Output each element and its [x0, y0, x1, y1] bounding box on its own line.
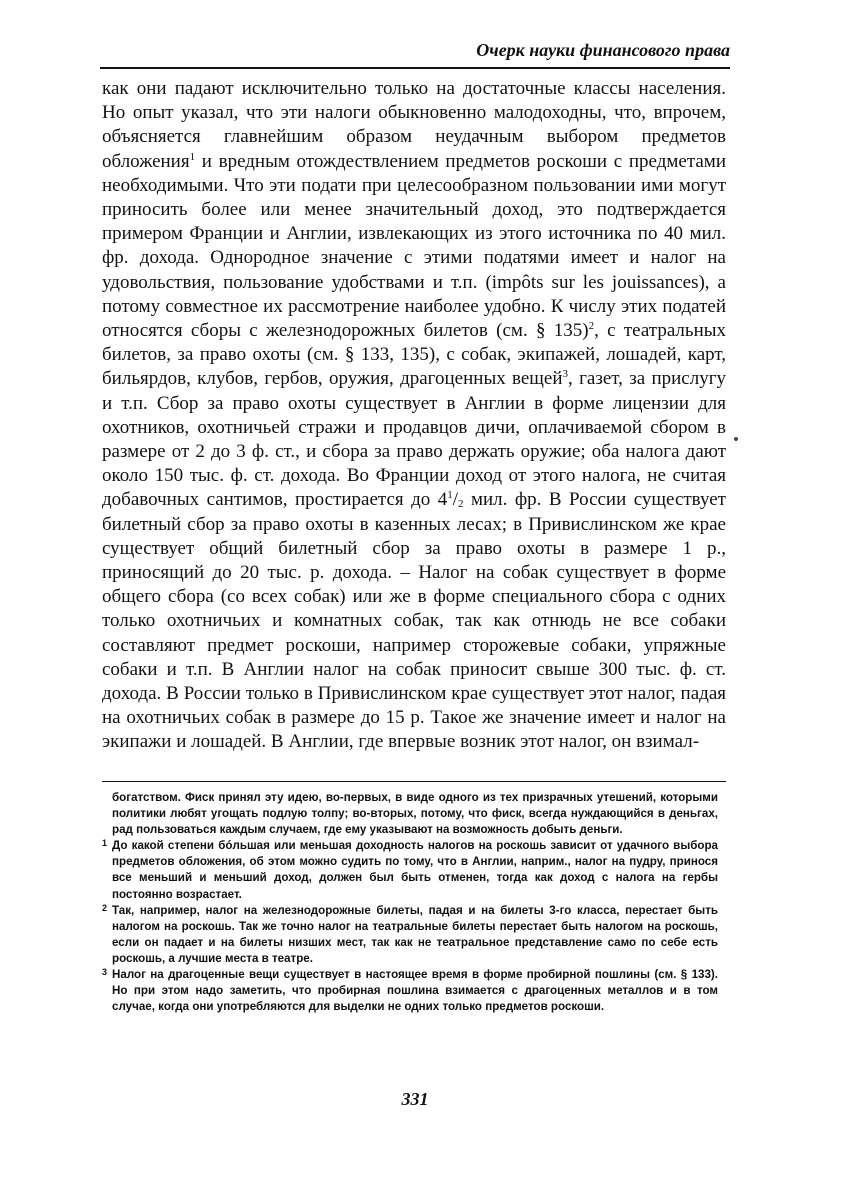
footnote-number: 1 — [102, 838, 108, 849]
body-text-3: , с театральных билетов, за право охоты (см. § 133, 135), с собак, экипажей, лошадей, карт, бильярдов, клубов, гербов, оружия, драгоценных вещей — [102, 320, 726, 390]
footnote-text: Налог на драгоценные вещи существует в настоящее время в форме пробирной пошлины (см. § 133). Но при этом надо заметить, что пробирная пошлина взимается с драгоценных металлов и в том случае, когда они употребляются для выделки не одних только предметов роскоши. — [112, 968, 718, 1014]
footnote-rule — [102, 781, 726, 782]
body-text-2: и вредным отождествлением предметов роскоши с предметами необходимыми. Что эти подати при целесообразном пользовании ими могут приносить более или менее значительный доход, это подтверждается примером Франции и Англии, извлекающих из этого источника по 40 мил. фр. дохода. Однородное значение с этими податями имеет и налог на удовольствия, пользование удобствами и т.п. (impôts sur les jouissances), а потому совместное их рассмотрение наиболее удобно. К числу этих податей относятся сборы с железнодорожных билетов (см. § 135) — [102, 150, 726, 342]
fraction: $^1/_2$ — [447, 489, 464, 511]
footnote-2 — [102, 903, 718, 967]
body-text-5: мил. фр. В России существует билетный сбор за право охоты в казенных лесах; в Привислинском же крае существует общий билетный сбор за право охоты в размере 1 р., приносящий до 20 тыс. р. дохода. – Налог на собак существует в форме общего сбора (со всех собак) или же в форме специального сбора с одних только охотничьих и комнатных собак, так как отнюдь не все собаки составляют предмет роскоши, например сторожевые собаки, упряжные собаки и т.п. В Англии налог на собак приносит свыше 300 тыс. ф. ст. дохода. В России только в Привислинском крае существует этот налог, падая на охотничьих собак в размере до 15 р. Такое же значение имеет и налог на экипажи и лошадей. В Англии, где впервые возник этот налог, он взимал- — [102, 489, 726, 753]
footnotes — [102, 790, 718, 1015]
body-text-4: , газет, за прислугу и т.п. Сбор за право охоты существует в Англии в форме лицензии для охотников, охотничьей стражи и продавцов дичи, оплачиваемой сбором в размере от 2 до 3 ф. ст., и сбора за право держать оружие; оба налога дают около 150 тыс. ф. ст. дохода. Во Франции доход от этого налога, не считая добавочных сантимов, простирается до 4 — [102, 368, 726, 511]
fraction-denominator: 2 — [458, 498, 464, 511]
margin-dot — [734, 437, 738, 441]
footnote-text: Так, например, налог на железнодорожные билеты, падая и на билеты 3-го класса, перестает быть налогом на роскошь. Так же точно налог на театральные билеты перестает быть налогом на роскошь, если он падает и на билеты низших мест, так как не театральное представление само по себе есть роскошь, а лучшие места в театре. — [112, 903, 718, 965]
footnote-ref-2: 2 — [588, 320, 595, 333]
running-header: Очерк науки финансового права — [476, 40, 730, 60]
footnote-ref-3: 3 — [562, 368, 569, 381]
footnote-number: 2 — [102, 902, 108, 913]
fraction-numerator: 1 — [447, 489, 453, 502]
body-text-1: как они падают исключительно только на достаточные классы населения. Но опыт указал, что эти налоги обыкновенно малодоходны, что, впрочем, объясняется главнейшим образом неудачным выбором предметов обложения — [102, 78, 726, 172]
footnote-1 — [102, 838, 718, 902]
footnote-3 — [102, 967, 718, 1015]
main-text — [102, 77, 726, 755]
header-rule — [100, 67, 730, 69]
footnote-number: 3 — [102, 967, 108, 978]
footnote-ref-1: 1 — [189, 150, 196, 163]
footnote-text: До какой степени бóльшая или меньшая доходность налогов на роскошь зависит от удачного выбора предметов обложения, об этом можно судить по тому, что в Англии, наприм., налог на пудру, принося все меньший и меньший доход, должен был быть отменен, тогда как доход с налога на гербы постоянно возрастает. — [112, 839, 718, 901]
page-number: 331 — [401, 1089, 429, 1109]
footnote-continuation: богатством. Фиск принял эту идею, во-первых, в виде одного из тех призрачных утешений, которыми политики любят угощать подлую толпу; во-вторых, потому, что фиск, всегда нуждающийся в деньгах, рад пользоваться каждым случаем, где ему указывают на возможность добыть деньги. — [112, 791, 718, 837]
